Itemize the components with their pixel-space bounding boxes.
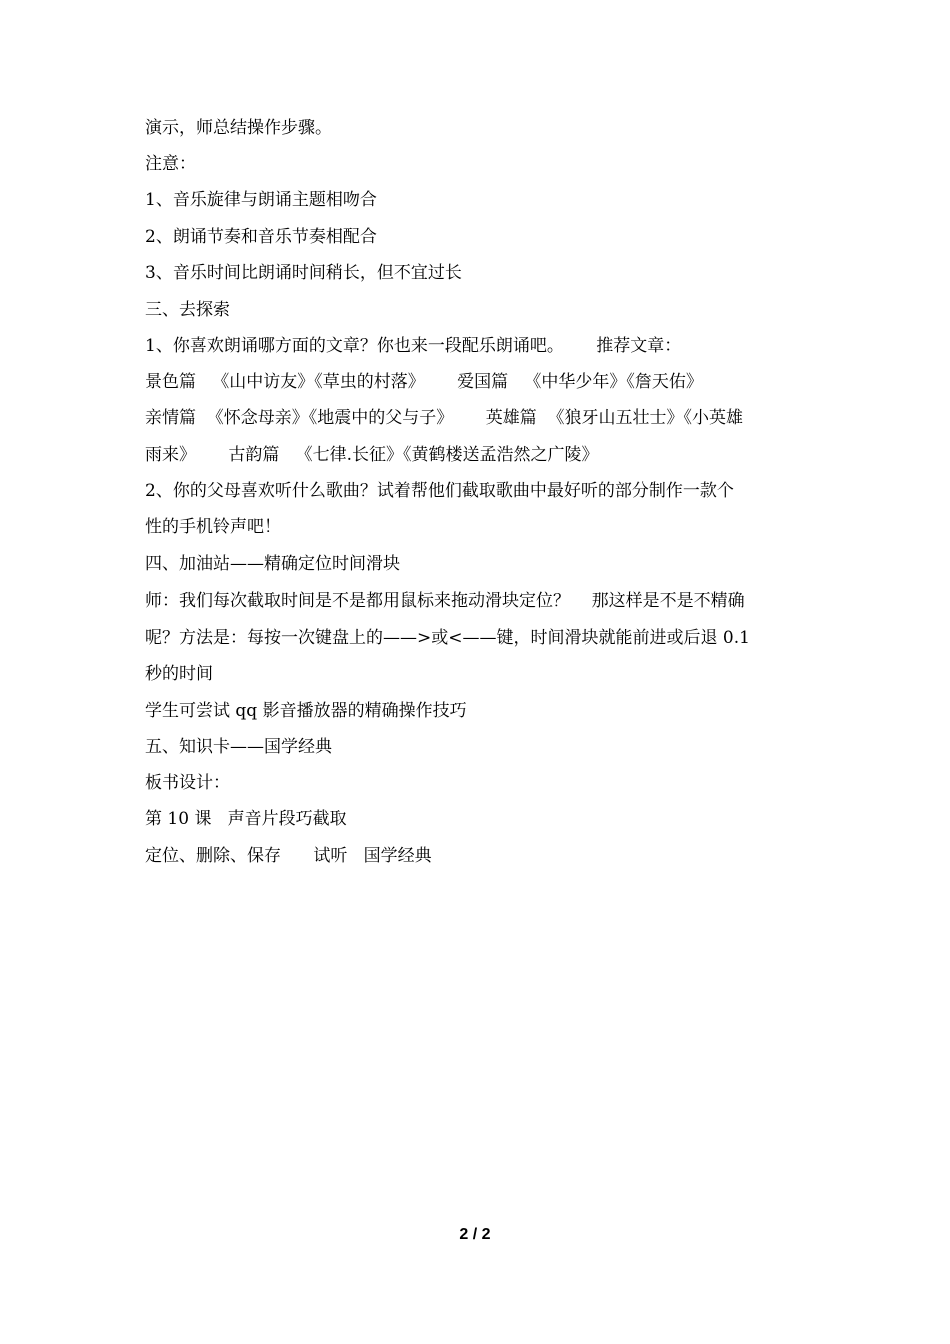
page-number: 2 / 2 — [459, 1226, 491, 1243]
text-line: 1、你喜欢朗诵哪方面的文章？你也来一段配乐朗诵吧。 推荐文章： — [145, 336, 682, 356]
section-heading: 三、去探索 — [145, 300, 230, 320]
text-line: 秒的时间 — [145, 664, 213, 684]
text-line: 第 10 课 声音片段巧截取 — [145, 809, 347, 829]
text-line: 性的手机铃声吧！ — [145, 517, 281, 537]
text-line: 2、朗诵节奏和音乐节奏相配合 — [145, 227, 377, 247]
text-line: 亲情篇 《怀念母亲》《地震中的父与子》 英雄篇 《狼牙山五壮士》《小英雄 — [145, 408, 744, 428]
text-line: 注意： — [145, 154, 196, 174]
text-line: 师：我们每次截取时间是不是都用鼠标来拖动滑块定位？ 那这样是不是不精确 — [145, 591, 745, 611]
text-line: 演示，师总结操作步骤。 — [145, 118, 332, 138]
text-line: 呢？方法是：每按一次键盘上的——>或<——键，时间滑块就能前进或后退 0.1 — [145, 628, 750, 648]
text-line: 雨来》 古韵篇 《七律.长征》《黄鹤楼送孟浩然之广陵》 — [145, 445, 599, 465]
text-line: 定位、删除、保存 试听 国学经典 — [145, 846, 432, 866]
text-line: 2、你的父母喜欢听什么歌曲？试着帮他们截取歌曲中最好听的部分制作一款个 — [145, 481, 734, 501]
text-line: 景色篇 《山中访友》《草虫的村落》 爱国篇 《中华少年》《詹天佑》 — [145, 372, 703, 392]
text-line: 板书设计： — [145, 773, 230, 793]
section-heading: 四、加油站——精确定位时间滑块 — [145, 554, 400, 574]
text-line: 1、音乐旋律与朗诵主题相吻合 — [145, 190, 377, 210]
text-line: 学生可尝试 qq 影音播放器的精确操作技巧 — [145, 701, 467, 721]
section-heading: 五、知识卡——国学经典 — [145, 737, 332, 757]
text-line: 3、音乐时间比朗诵时间稍长，但不宜过长 — [145, 263, 462, 283]
